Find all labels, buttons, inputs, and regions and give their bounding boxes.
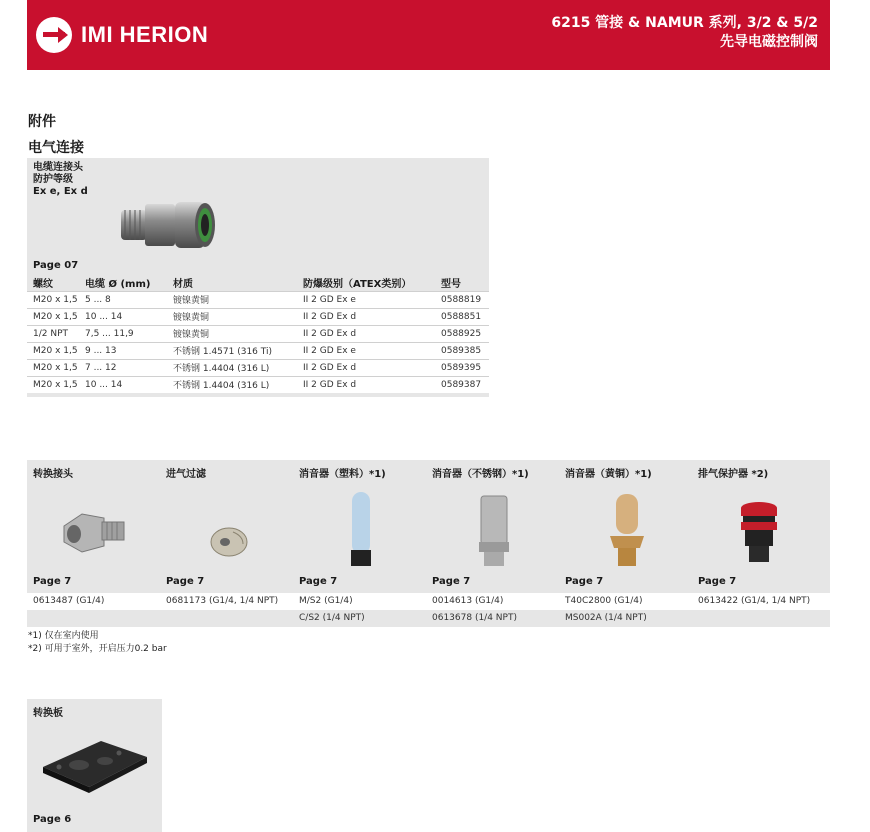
table-cell: II 2 GD Ex e bbox=[297, 342, 435, 359]
table-cell: M20 x 1,5 bbox=[27, 342, 79, 359]
stainless-silencer-image bbox=[451, 484, 536, 572]
footnotes bbox=[28, 630, 167, 656]
table-cell: 0588925 bbox=[435, 325, 489, 342]
table-cell: M20 x 1,5 bbox=[27, 376, 79, 393]
table-cell: 镀镍黄铜 bbox=[167, 291, 297, 308]
table-cell: 不锈钢 1.4571 (316 Ti) bbox=[167, 342, 297, 359]
accessory-order-number: M/S2 (G1/4) bbox=[293, 593, 426, 610]
logo-arrow-icon bbox=[36, 17, 72, 53]
accessory-page-ref: Page 7 bbox=[698, 576, 737, 587]
table-cell: 0589387 bbox=[435, 376, 489, 393]
brand-name: IMI HERION bbox=[81, 22, 209, 47]
accessory-order-number: MS002A (1/4 NPT) bbox=[565, 613, 647, 623]
table-cell: 7 ... 12 bbox=[79, 359, 167, 376]
accessory-page-ref: Page 7 bbox=[432, 576, 471, 587]
table-cell: M20 x 1,5 bbox=[27, 291, 79, 308]
adapter-plate-panel bbox=[27, 699, 162, 832]
accessory-order-number: 0681173 (G1/4, 1/4 NPT) bbox=[160, 593, 293, 610]
cable-gland-caption bbox=[33, 162, 88, 198]
table-cell: 5 ... 8 bbox=[79, 291, 167, 308]
table-row bbox=[27, 325, 489, 342]
accessories-panel bbox=[27, 460, 830, 627]
adapter-fitting-image bbox=[52, 484, 137, 572]
table-cell: 不锈钢 1.4404 (316 L) bbox=[167, 376, 297, 393]
adapter-plate-label: 转换板 bbox=[33, 708, 63, 719]
table-cell: 镀镍黄铜 bbox=[167, 308, 297, 325]
document-title bbox=[551, 14, 818, 52]
footnote: *1) 仅在室内使用 bbox=[28, 631, 99, 641]
accessory-page-ref: Page 7 bbox=[33, 576, 72, 587]
column-header: 螺纹 bbox=[27, 275, 79, 291]
table-cell: 7,5 ... 11,9 bbox=[79, 325, 167, 342]
table-row bbox=[27, 376, 489, 393]
table-row bbox=[27, 342, 489, 359]
accessory-page-ref: Page 7 bbox=[299, 576, 338, 587]
section-accessories-heading: 附件 bbox=[28, 114, 56, 130]
accessory-label: 转换接头 bbox=[33, 469, 73, 480]
accessory-silencer-brass bbox=[559, 460, 692, 627]
accessory-label: 排气保护器 *2) bbox=[698, 469, 769, 480]
cable-gland-table bbox=[27, 275, 489, 393]
caption-line: 防护等级 bbox=[33, 174, 73, 185]
accessory-page-ref: Page 7 bbox=[565, 576, 604, 587]
accessory-order-number: 0613487 (G1/4) bbox=[27, 593, 160, 610]
cable-gland-image bbox=[117, 196, 227, 256]
accessory-label: 进气过滤 bbox=[166, 469, 206, 480]
inlet-filter-image bbox=[185, 484, 270, 572]
table-cell: 0588819 bbox=[435, 291, 489, 308]
table-cell: 0588851 bbox=[435, 308, 489, 325]
accessory-order-number bbox=[160, 610, 293, 627]
table-cell: 镀镍黄铜 bbox=[167, 325, 297, 342]
page-header bbox=[27, 0, 830, 70]
table-cell: 0589395 bbox=[435, 359, 489, 376]
title-line-2: 先导电磁控制阀 bbox=[720, 34, 818, 50]
table-row bbox=[27, 308, 489, 325]
caption-line: 电缆连接头 bbox=[33, 162, 83, 173]
table-cell: 1/2 NPT bbox=[27, 325, 79, 342]
table-cell: II 2 GD Ex d bbox=[297, 359, 435, 376]
table-cell: 不锈钢 1.4404 (316 L) bbox=[167, 359, 297, 376]
adapter-plate-page-ref: Page 6 bbox=[33, 814, 72, 825]
accessory-silencer-plastic bbox=[293, 460, 426, 627]
section-electrical-heading: 电气连接 bbox=[28, 140, 84, 156]
cable-gland-page-ref: Page 07 bbox=[33, 260, 79, 271]
table-row bbox=[27, 359, 489, 376]
table-cell: 0589385 bbox=[435, 342, 489, 359]
table-cell: M20 x 1,5 bbox=[27, 308, 79, 325]
accessory-adapter bbox=[27, 460, 160, 627]
accessory-order-number: 0613422 (G1/4, 1/4 NPT) bbox=[692, 593, 830, 610]
table-row bbox=[27, 291, 489, 308]
accessory-page-ref: Page 7 bbox=[166, 576, 205, 587]
table-cell: II 2 GD Ex d bbox=[297, 325, 435, 342]
column-header: 电缆 Ø (mm) bbox=[79, 275, 167, 291]
accessory-exhaust-protector bbox=[692, 460, 830, 627]
accessory-label: 消音器（塑料）*1) bbox=[299, 469, 386, 480]
table-cell: 9 ... 13 bbox=[79, 342, 167, 359]
table-cell: II 2 GD Ex d bbox=[297, 308, 435, 325]
accessory-order-number: T40C2800 (G1/4) bbox=[559, 593, 692, 610]
accessory-order-number bbox=[692, 610, 825, 627]
cable-gland-panel bbox=[27, 158, 489, 397]
accessory-inlet-filter bbox=[160, 460, 293, 627]
accessory-silencer-stainless bbox=[426, 460, 559, 627]
accessory-label: 消音器（黄铜）*1) bbox=[565, 469, 652, 480]
table-cell: 10 ... 14 bbox=[79, 376, 167, 393]
table-cell: M20 x 1,5 bbox=[27, 359, 79, 376]
accessory-order-number: 0014613 (G1/4) bbox=[426, 593, 559, 610]
plastic-silencer-image bbox=[318, 484, 403, 572]
accessory-label: 消音器（不锈钢）*1) bbox=[432, 469, 529, 480]
column-header: 防爆级别（ATEX类别） bbox=[297, 275, 435, 291]
title-line-1: 6215 管接 & NAMUR 系列, 3/2 & 5/2 bbox=[551, 15, 818, 31]
caption-line: Ex e, Ex d bbox=[33, 186, 88, 197]
adapter-plate-image bbox=[39, 727, 151, 799]
brand-logo bbox=[36, 17, 208, 53]
accessory-order-number: 0613678 (1/4 NPT) bbox=[432, 613, 517, 623]
footnote: *2) 可用于室外，开启压力0.2 bar bbox=[28, 644, 167, 654]
accessory-order-number: C/S2 (1/4 NPT) bbox=[299, 613, 365, 623]
brass-silencer-image bbox=[584, 484, 669, 572]
table-cell: II 2 GD Ex d bbox=[297, 376, 435, 393]
column-header: 型号 bbox=[435, 275, 489, 291]
table-cell: 10 ... 14 bbox=[79, 308, 167, 325]
table-cell: II 2 GD Ex e bbox=[297, 291, 435, 308]
accessory-order-number bbox=[27, 610, 160, 627]
exhaust-protector-image bbox=[717, 484, 802, 572]
column-header: 材质 bbox=[167, 275, 297, 291]
